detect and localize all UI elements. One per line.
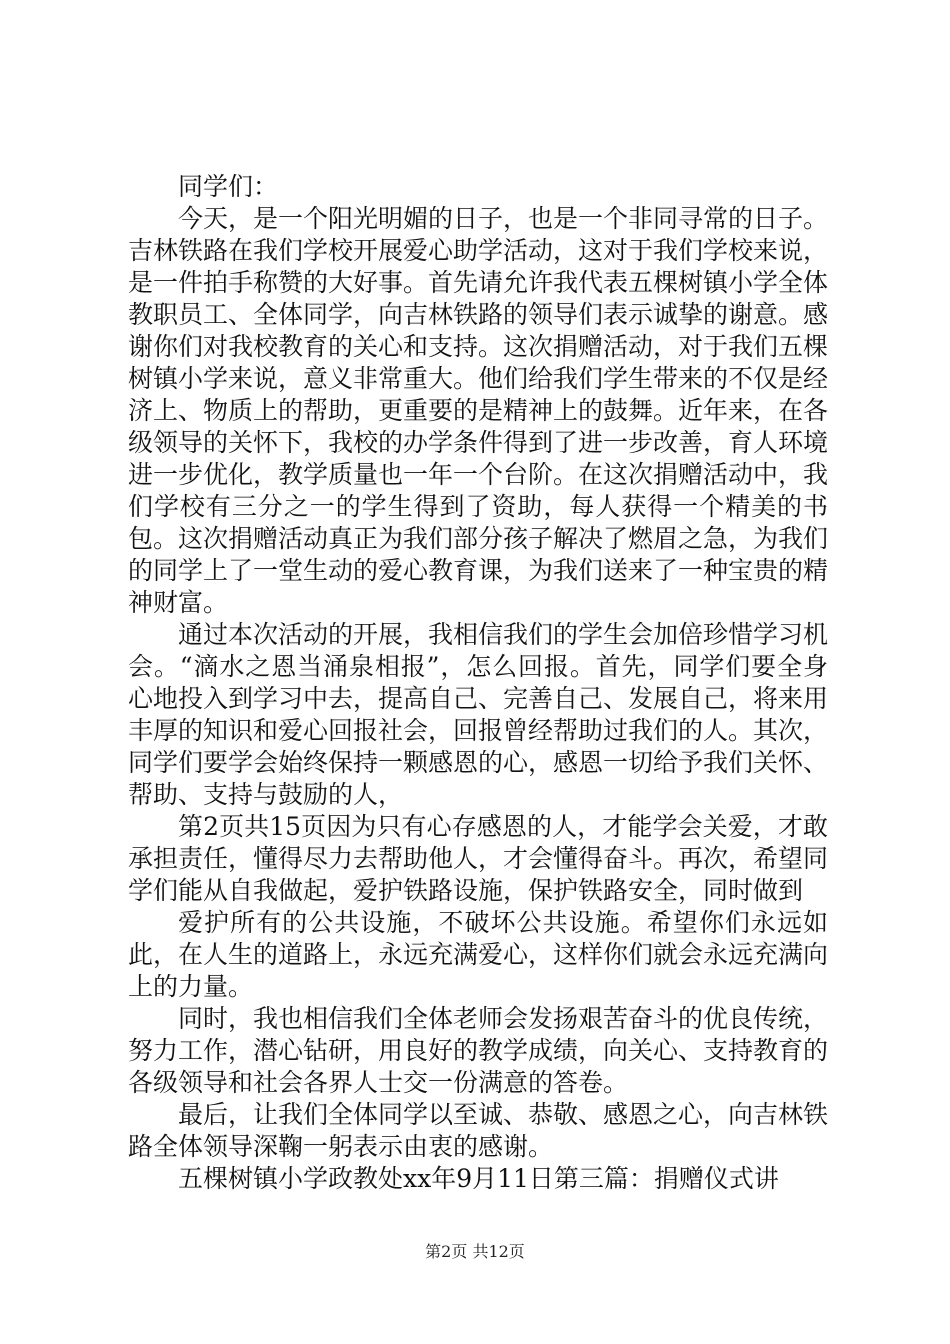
salutation: 同学们：	[178, 172, 279, 201]
paragraph-public-facilities: 爱护所有的公共设施，不破坏公共设施。希望你们永远如此，在人生的道路上，永远充满爱心，这样你们就会永远充满向上的力量。	[128, 908, 829, 1001]
paragraph-teachers: 同时，我也相信我们全体老师会发扬艰苦奋斗的优良传统，努力工作，潜心钻研，用良好的教学成绩，向关心、支持教育的各级领导和社会各界人士交一份满意的答卷。	[128, 1004, 829, 1097]
paragraph-responsibility: 第2页共15页因为只有心存感恩的人，才能学会关爱，才敢承担责任，懂得尽力去帮助他人，才会懂得奋斗。再次，希望同学们能从自我做起，爱护铁路设施，保护铁路安全，同时做到	[128, 812, 829, 905]
signature-line: 五棵树镇小学政教处xx年9月11日第三篇：捐赠仪式讲	[178, 1164, 779, 1193]
paragraph-closing: 最后，让我们全体同学以至诚、恭敬、感恩之心，向吉林铁路全体领导深鞠一躬表示由衷的感谢。	[128, 1100, 829, 1161]
paragraph-repay: 通过本次活动的开展，我相信我们的学生会加倍珍惜学习机会。“滴水之恩当涌泉相报”，怎么回报。首先，同学们要全身心地投入到学习中去，提高自己、完善自己、发展自己，将来用丰厚的知识和爱心回报社会，回报曾经帮助过我们的人。其次，同学们要学会始终保持一颗感恩的心，感恩一切给予我们关怀、帮助、支持与鼓励的人，	[128, 620, 829, 809]
document-body	[128, 171, 828, 1195]
page-footer: 第2页 共12页	[425, 1242, 525, 1261]
paragraph-gratitude: 今天，是一个阳光明媚的日子，也是一个非同寻常的日子。吉林铁路在我们学校开展爱心助学活动，这对于我们学校来说，是一件拍手称赞的大好事。首先请允许我代表五棵树镇小学全体教职员工、全体同学，向吉林铁路的领导们表示诚挚的谢意。感谢你们对我校教育的关心和支持。这次捐赠活动，对于我们五棵树镇小学来说，意义非常重大。他们给我们学生带来的不仅是经济上、物质上的帮助，更重要的是精神上的鼓舞。近年来，在各级领导的关怀下，我校的办学条件得到了进一步改善，育人环境进一步优化，教学质量也一年一个台阶。在这次捐赠活动中，我们学校有三分之一的学生得到了资助，每人获得一个精美的书包。这次捐赠活动真正为我们部分孩子解决了燃眉之急，为我们的同学上了一堂生动的爱心教育课，为我们送来了一种宝贵的精神财富。	[128, 204, 829, 617]
